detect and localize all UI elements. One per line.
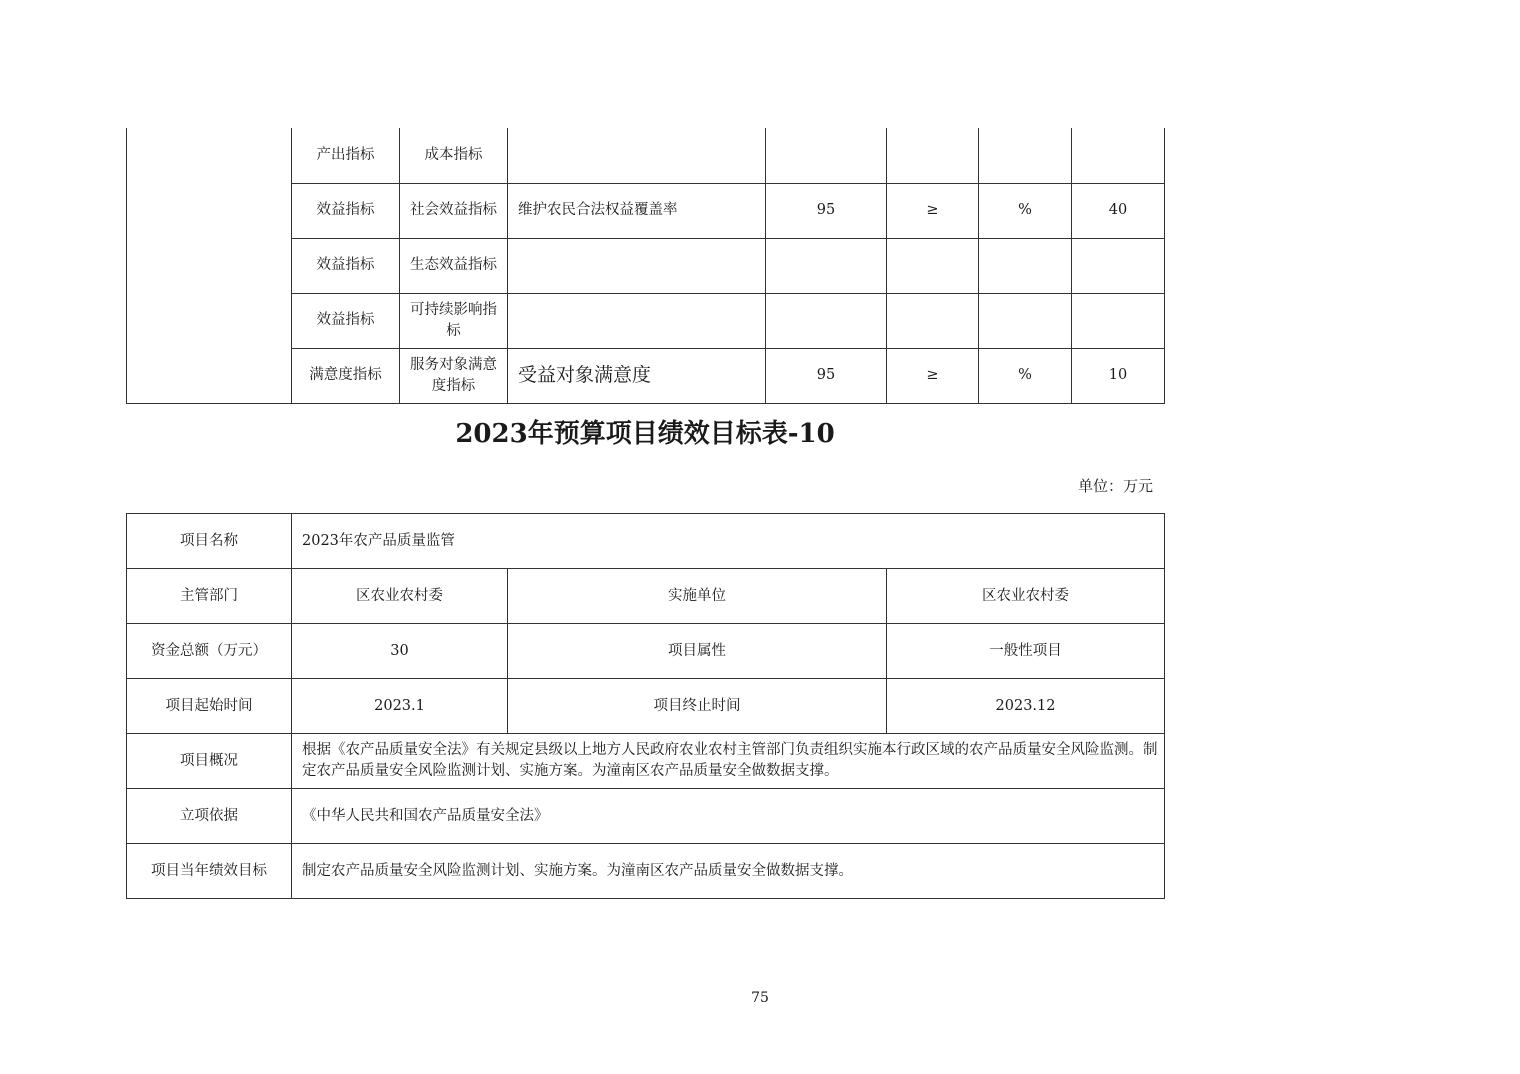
indicator-unit (979, 238, 1072, 293)
indicator-name: 维护农民合法权益覆盖率 (508, 183, 766, 238)
indicator-weight (1072, 128, 1165, 183)
indicator-name (508, 128, 766, 183)
end-value: 2023.12 (887, 679, 1165, 734)
indicator-name (508, 293, 766, 348)
indicator-value: 95 (766, 183, 887, 238)
project-info-table (126, 513, 1165, 899)
start-label: 项目起始时间 (127, 679, 292, 734)
impl-label: 实施单位 (508, 569, 887, 624)
basis-value: 《中华人民共和国农产品质量安全法》 (292, 789, 1165, 844)
merged-empty-cell (127, 128, 292, 403)
indicator-unit: % (979, 348, 1072, 403)
overview-label: 项目概况 (127, 734, 292, 789)
indicator-weight (1072, 293, 1165, 348)
dept-label: 主管部门 (127, 569, 292, 624)
indicator-weight (1072, 238, 1165, 293)
project-name-label: 项目名称 (127, 514, 292, 569)
indicator-subcategory: 社会效益指标 (400, 183, 508, 238)
indicator-category: 效益指标 (292, 238, 400, 293)
indicator-name: 受益对象满意度 (508, 348, 766, 403)
indicator-operator (887, 128, 979, 183)
indicator-unit: % (979, 183, 1072, 238)
indicator-operator (887, 293, 979, 348)
fund-value: 30 (292, 624, 508, 679)
fund-label: 资金总额（万元） (127, 624, 292, 679)
indicator-subcategory: 可持续影响指标 (400, 293, 508, 348)
continued-indicator-table (126, 128, 1165, 404)
indicator-unit (979, 128, 1072, 183)
table-row (127, 128, 1165, 183)
indicator-subcategory: 成本指标 (400, 128, 508, 183)
indicator-operator: ≥ (887, 348, 979, 403)
table-row (127, 844, 1165, 899)
indicator-name (508, 238, 766, 293)
project-name-value: 2023年农产品质量监管 (292, 514, 1165, 569)
table-row (127, 679, 1165, 734)
unit-label: 单位：万元 (1077, 477, 1153, 495)
table-row (127, 514, 1165, 569)
end-label: 项目终止时间 (508, 679, 887, 734)
table-row (127, 734, 1165, 789)
indicator-operator: ≥ (887, 183, 979, 238)
table-row (127, 789, 1165, 844)
attr-label: 项目属性 (508, 624, 887, 679)
start-value: 2023.1 (292, 679, 508, 734)
table-row (127, 624, 1165, 679)
indicator-operator (887, 238, 979, 293)
basis-label: 立项依据 (127, 789, 292, 844)
page-number: 75 (751, 990, 769, 1006)
goal-label: 项目当年绩效目标 (127, 844, 292, 899)
indicator-category: 产出指标 (292, 128, 400, 183)
indicator-subcategory: 生态效益指标 (400, 238, 508, 293)
indicator-unit (979, 293, 1072, 348)
indicator-category: 满意度指标 (292, 348, 400, 403)
indicator-category: 效益指标 (292, 293, 400, 348)
indicator-weight: 10 (1072, 348, 1165, 403)
goal-value: 制定农产品质量安全风险监测计划、实施方案。为潼南区农产品质量安全做数据支撑。 (292, 844, 1165, 899)
indicator-weight: 40 (1072, 183, 1165, 238)
indicator-subcategory: 服务对象满意度指标 (400, 348, 508, 403)
attr-value: 一般性项目 (887, 624, 1165, 679)
page-title: 2023年预算项目绩效目标表-10 (455, 419, 835, 449)
indicator-value: 95 (766, 348, 887, 403)
indicator-value (766, 128, 887, 183)
dept-value: 区农业农村委 (292, 569, 508, 624)
impl-value: 区农业农村委 (887, 569, 1165, 624)
indicator-category: 效益指标 (292, 183, 400, 238)
indicator-value (766, 293, 887, 348)
indicator-value (766, 238, 887, 293)
table-row (127, 569, 1165, 624)
overview-value: 根据《农产品质量安全法》有关规定县级以上地方人民政府农业农村主管部门负责组织实施本行政区域的农产品质量安全风险监测。制定农产品质量安全风险监测计划、实施方案。为潼南区农产品质量安全做数据支撑。 (292, 734, 1165, 789)
